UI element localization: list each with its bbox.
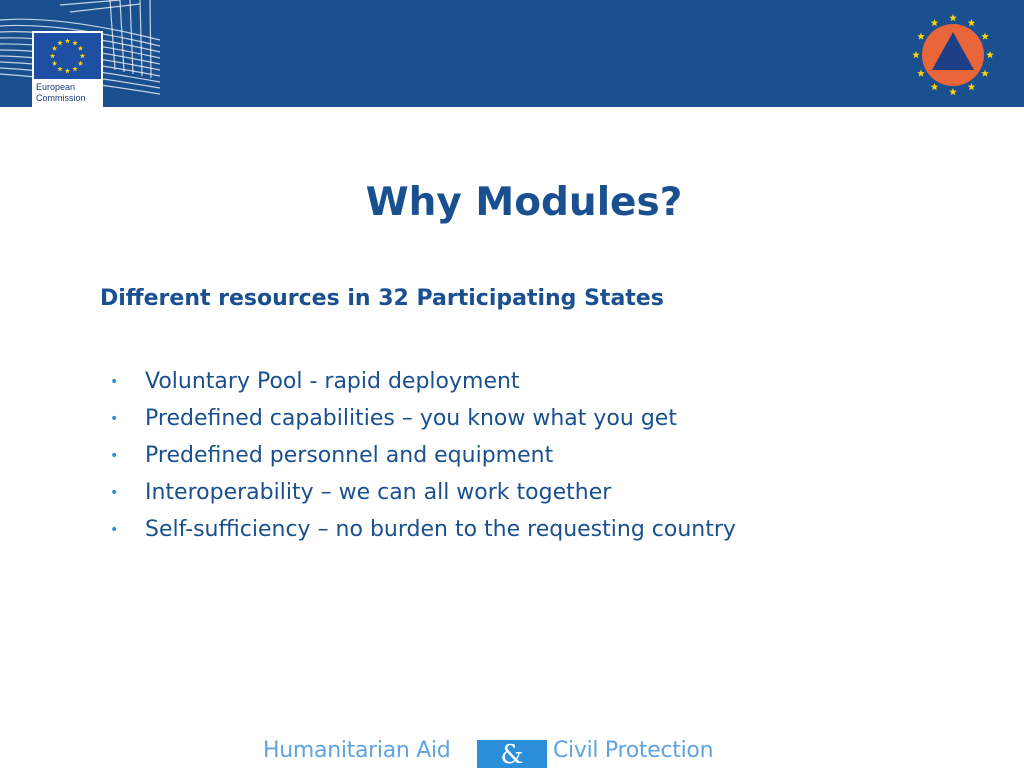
star-icon xyxy=(917,33,925,40)
star-icon xyxy=(50,53,55,58)
slide-subtitle: Different resources in 32 Participating States xyxy=(100,286,664,311)
footer-ampersand-badge: & xyxy=(477,740,547,768)
header-bar xyxy=(0,0,1024,107)
star-icon xyxy=(52,46,57,51)
star-icon xyxy=(72,40,77,45)
european-commission-logo xyxy=(32,31,103,112)
star-icon xyxy=(981,33,989,40)
footer-civil-protection: Civil Protection xyxy=(553,738,714,763)
bullet-item xyxy=(110,366,736,403)
civil-protection-emblem-icon xyxy=(910,12,996,98)
footer-banner xyxy=(0,738,1024,768)
star-icon xyxy=(78,46,83,51)
bullet-text: Predefined personnel and equipment xyxy=(145,443,554,468)
star-icon xyxy=(78,61,83,66)
star-icon xyxy=(949,88,957,95)
bullet-list xyxy=(110,366,736,551)
bullet-dot-icon: • xyxy=(110,522,119,538)
star-icon xyxy=(52,61,57,66)
star-icon xyxy=(65,38,70,43)
bullet-dot-icon: • xyxy=(110,374,119,390)
logo-text-line1: European xyxy=(36,82,76,92)
bullet-text: Voluntary Pool - rapid deployment xyxy=(145,369,520,394)
european-commission-wordmark xyxy=(36,82,102,104)
eu-flag-icon xyxy=(34,33,101,79)
star-icon xyxy=(65,68,70,73)
bullet-dot-icon: • xyxy=(110,485,119,501)
footer-humanitarian-aid: Humanitarian Aid xyxy=(263,738,451,763)
star-icon xyxy=(931,19,939,26)
slide-title: Why Modules? xyxy=(365,180,683,225)
star-icon xyxy=(931,83,939,90)
bullet-item xyxy=(110,514,736,551)
star-icon xyxy=(917,70,925,77)
star-icon xyxy=(986,51,994,58)
star-icon xyxy=(968,19,976,26)
bullet-item xyxy=(110,403,736,440)
bullet-item xyxy=(110,477,736,514)
bullet-text: Self-sufficiency – no burden to the requesting country xyxy=(145,517,736,542)
star-icon xyxy=(80,53,85,58)
bullet-item xyxy=(110,440,736,477)
star-icon xyxy=(949,14,957,21)
star-icon xyxy=(968,83,976,90)
star-icon xyxy=(57,66,62,71)
bullet-text: Predefined capabilities – you know what you get xyxy=(145,406,677,431)
logo-text-line2: Commission xyxy=(36,93,86,103)
star-icon xyxy=(981,70,989,77)
bullet-dot-icon: • xyxy=(110,448,119,464)
star-icon xyxy=(57,40,62,45)
star-icon xyxy=(912,51,920,58)
bullet-text: Interoperability – we can all work together xyxy=(145,480,612,505)
bullet-dot-icon: • xyxy=(110,411,119,427)
star-icon xyxy=(72,66,77,71)
